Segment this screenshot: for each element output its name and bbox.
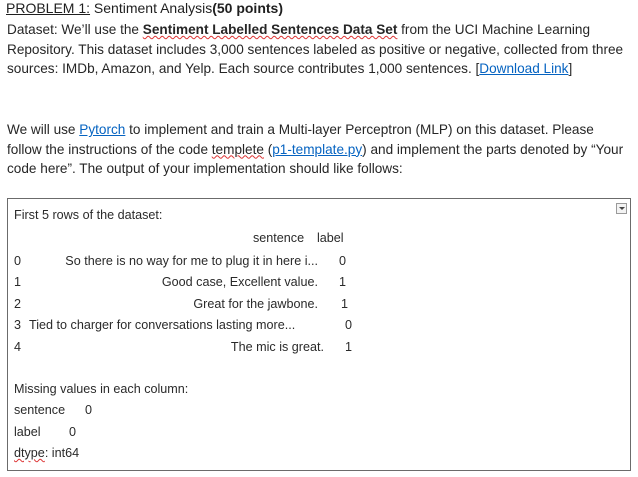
problem-label: PROBLEM 1: [6,0,91,16]
output-heading: First 5 rows of the dataset: [14,208,163,222]
row-index: 0 [14,254,22,268]
instructions-paragraph [7,120,627,179]
row-sentence: So there is no way for me to plug it in here i... [65,254,318,268]
col-sentence-header: sentence [253,231,305,245]
row-sentence: Tied to charger for conversations lasting more... [29,318,296,332]
output-box [7,198,631,471]
problem-title [6,0,283,16]
row-sentence: Great for the jawbone. [193,297,318,311]
download-link[interactable]: Download Link [479,61,569,76]
missing-value: 0 [69,425,77,439]
row-label: 1 [341,297,349,311]
row-index: 4 [14,340,22,354]
row-label: 1 [339,275,347,289]
row-sentence: The mic is great. [230,340,324,354]
problem-points: (50 points) [212,0,283,16]
pytorch-link[interactable]: Pytorch [79,122,126,137]
problem-title-text: Sentiment Analysis [90,0,213,16]
missing-heading: Missing values in each column: [14,382,189,396]
dtype-line [14,446,79,460]
missing-name: label [14,425,41,439]
instructions-text-2: to implement and train a Multi-layer Perceptron (MLP) on this dataset. Please follow the instructions of the code [7,122,594,157]
row-label: 1 [345,340,353,354]
missing-value: 0 [85,403,93,417]
row-label: 0 [345,318,353,332]
template-file-link[interactable]: p1-template.py [272,141,363,157]
row-index: 3 [14,318,22,332]
dataset-name: Sentiment Labelled Sentences Data Set [142,22,398,37]
row-sentence: Good case, Excellent value. [161,275,318,289]
instructions-text-3: ( [263,141,273,157]
row-index: 1 [14,275,22,289]
row-label: 0 [339,254,347,268]
dtype-value: : int64 [44,446,80,460]
dtype-label: dtype [14,446,45,460]
dataset-text-3: ] [568,61,573,76]
dropdown-arrow-icon[interactable] [616,203,627,214]
missing-name: sentence [14,403,66,417]
dataset-text-1: Dataset: We’ll use the [7,22,143,37]
dataset-paragraph [7,20,627,79]
dataset-text-2: from the UCI Machine Learning Repository. This dataset includes 3,000 sentences labeled as positive or negative, collected from three sources: IMDb, Amazon, and Yelp. Each source contributes 1,000 sentences. [ [7,22,624,76]
instructions-text-4: ) and implement the parts denoted by “Your code here”. The output of your implementation should like follows: [7,141,624,176]
instructions-text-1: We will use [7,122,80,137]
row-index: 2 [14,297,22,311]
templete-word: templete [211,141,264,157]
col-label-header: label [317,231,344,245]
